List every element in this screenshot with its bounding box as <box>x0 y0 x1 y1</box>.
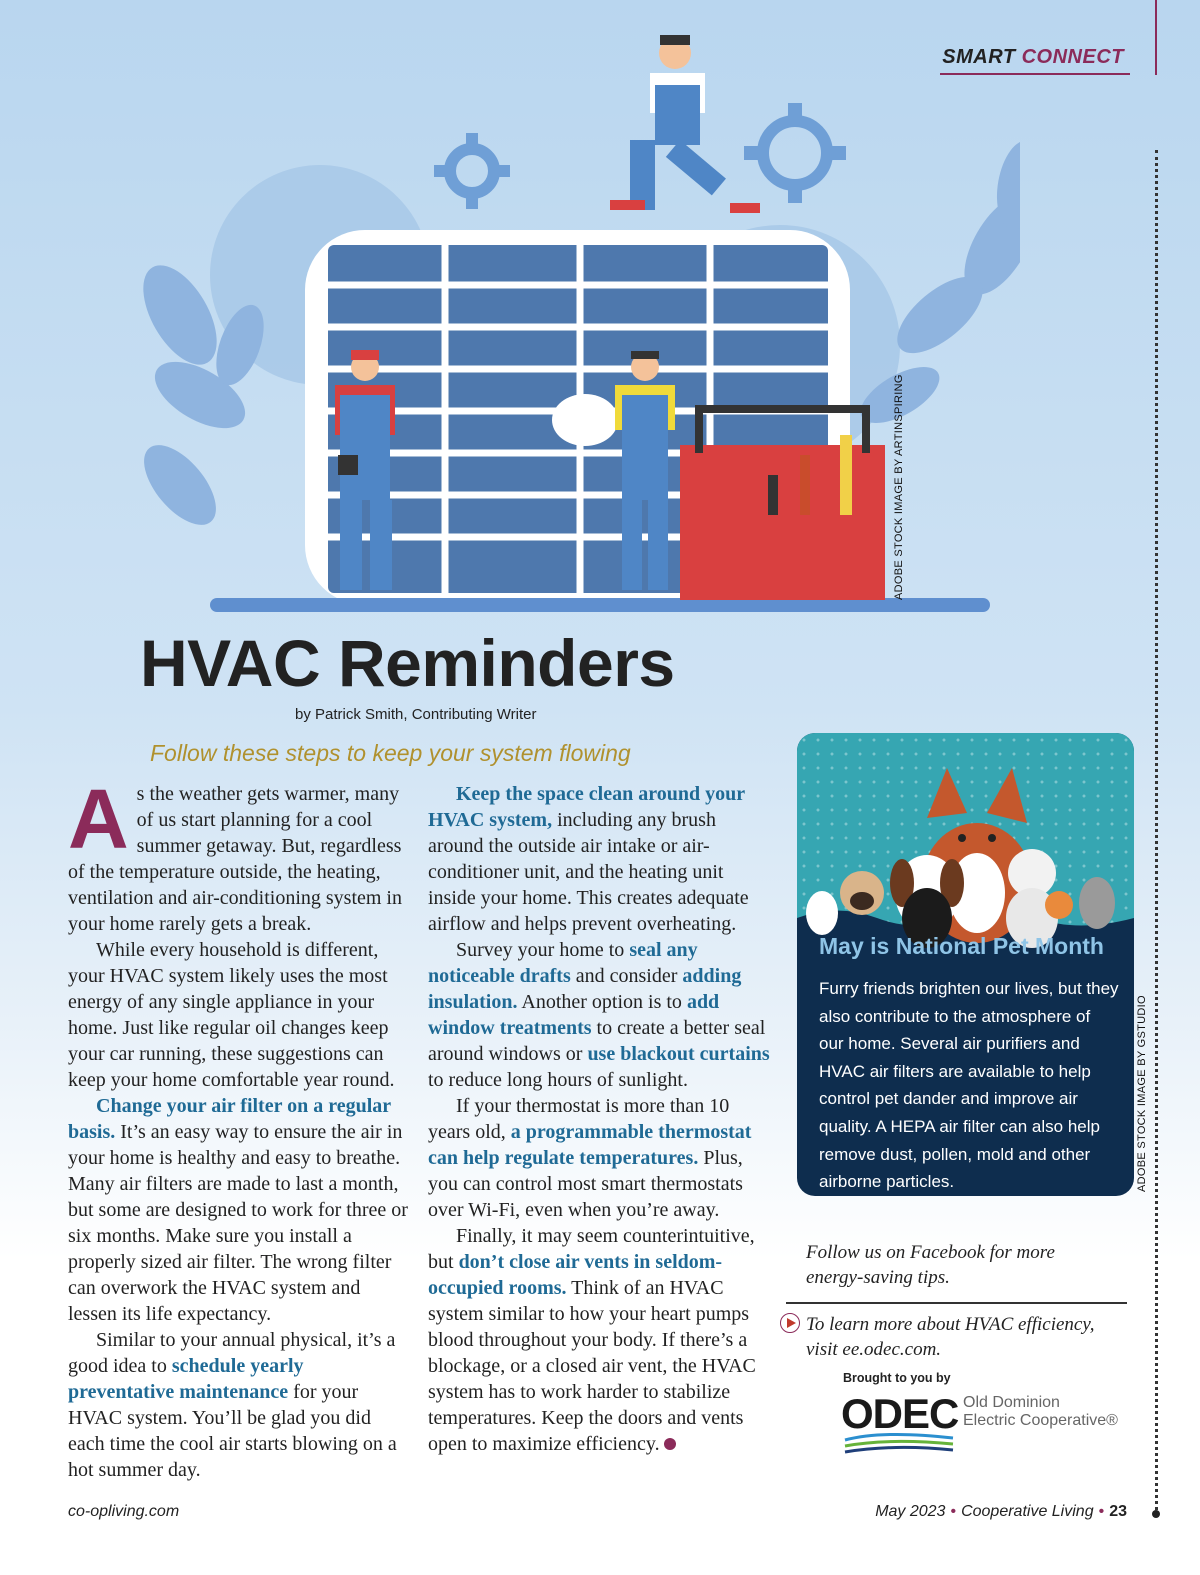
footer-folio: May 2023 • Cooperative Living • 23 <box>875 1503 1127 1520</box>
paragraph-text: s the weather gets warmer, many of us start planning for a cool summer getaway. But, regardless of the temperature outside, the heating, ventilation and air-conditioning system in your home rarely gets a break. <box>68 783 402 935</box>
article-deck: Follow these steps to keep your system flowing <box>150 740 631 766</box>
paragraph-text: and consider <box>570 965 683 987</box>
paragraph <box>68 1327 408 1483</box>
odec-swoosh-icon <box>843 1432 955 1460</box>
highlight-text: seal any noticeable drafts <box>428 939 698 987</box>
promo-divider <box>786 1302 1127 1304</box>
end-mark-icon <box>664 1438 676 1450</box>
article-column-2 <box>428 781 773 1457</box>
logo-name-line: Old Dominion <box>963 1394 1060 1411</box>
hvac-technicians-illustration <box>140 15 1020 620</box>
paragraph <box>428 1223 773 1457</box>
paragraph-text: Think of an HVAC system similar to how your heart pumps blood throughout your body. If there’s a blockage, or a closed air vent, the HVAC system has to work harder to stabilize temperatures. Keep the doors and vents open to maximize efficiency. <box>428 1277 756 1455</box>
paragraph-text: to create a better seal around windows or <box>428 1017 766 1065</box>
facebook-prompt: Follow us on Facebook for more energy-saving tips. <box>806 1242 1055 1288</box>
section-rule <box>1155 0 1157 75</box>
article-column-1 <box>68 772 408 1483</box>
drop-cap: A <box>68 772 129 866</box>
footer-magazine: Cooperative Living <box>961 1503 1094 1520</box>
learn-more-link[interactable]: To learn more about HVAC efficiency, visit ee.odec.com. <box>806 1314 1095 1360</box>
highlight-text: a programmable thermostat can help regulate temperatures. <box>428 1121 752 1169</box>
paragraph <box>68 937 408 1093</box>
paragraph-text: Finally, it may seem counterintuitive, but <box>428 1225 755 1273</box>
sponsor-label: Brought to you by <box>843 1371 951 1385</box>
highlight-text: Keep the space clean around your HVAC system, <box>428 783 745 831</box>
paragraph <box>428 781 773 937</box>
byline: by Patrick Smith, Contributing Writer <box>295 706 537 723</box>
page-number: 23 <box>1109 1503 1127 1520</box>
highlight-text: adding insulation. <box>428 965 742 1013</box>
pets-illustration <box>797 743 1134 953</box>
highlight-text: add window treatments <box>428 991 720 1039</box>
odec-logo-name <box>963 1394 1133 1430</box>
paragraph <box>68 772 408 937</box>
paragraph-text: Another option is to <box>517 991 687 1013</box>
article-title <box>140 625 675 701</box>
hero-image-credit: ADOBE STOCK IMAGE BY ARTINSPIRING <box>893 374 905 600</box>
paragraph <box>68 1093 408 1327</box>
paragraph-text: Similar to your annual physical, it’s a good idea to <box>68 1329 396 1377</box>
sidebar-image-credit: ADOBE STOCK IMAGE BY GSTUDIO <box>1136 995 1148 1192</box>
logo-name-line: Electric Cooperative® <box>963 1412 1118 1429</box>
play-circle-icon <box>780 1313 800 1333</box>
paragraph-text: to reduce long hours of sunlight. <box>428 1069 688 1091</box>
sidebar-title: May is National Pet Month <box>819 933 1104 959</box>
highlight-text: schedule yearly preventative maintenance <box>68 1355 304 1403</box>
highlight-text: Change your air filter on a regular basis. <box>68 1095 391 1143</box>
odec-logo-mark: ODEC <box>841 1390 959 1437</box>
paragraph-text: If your thermostat is more than 10 years old, <box>428 1095 730 1143</box>
section-label-part2: CONNECT <box>1021 46 1124 68</box>
divider-end-dot <box>1152 1510 1160 1518</box>
paragraph <box>428 937 773 1093</box>
sidebar-body: Furry friends brighten our lives, but they also contribute to the atmosphere of our home. Several air purifiers and HVAC air filters are available to help control pet dander and improve air quality. A HEPA air filter can also help remove dust, pollen, mold and other airborne particles. <box>819 979 1119 1192</box>
highlight-text: don’t close air vents in seldom-occupied rooms. <box>428 1251 723 1299</box>
footer-issue: May 2023 <box>875 1503 946 1520</box>
paragraph-text: Plus, you can control most smart thermostats over Wi-Fi, even when you’re away. <box>428 1147 743 1221</box>
paragraph-text: It’s an easy way to ensure the air in your home is healthy and easy to breathe. Many air filters are made to last a month, but some are designed to work for three or six months. Make sure you install a properly sized air filter. The wrong filter can overwork the HVAC system and lessen its life expectancy. <box>68 1121 408 1325</box>
dotted-divider <box>1155 150 1158 1510</box>
title-bold: Reminders <box>337 626 675 700</box>
highlight-text: use blackout curtains <box>587 1043 770 1065</box>
title-light: HVAC <box>140 626 321 700</box>
paragraph-text: including any brush around the outside air intake or air-conditioner unit, and the heating unit inside your home. This creates adequate airflow and helps prevent overheating. <box>428 809 749 935</box>
pet-month-sidebar <box>797 733 1134 1196</box>
paragraph-text: Survey your home to <box>456 939 630 961</box>
paragraph-text: for your HVAC system. You’ll be glad you did each time the cool air starts blowing on a hot summer day. <box>68 1381 397 1481</box>
footer-site: co-opliving.com <box>68 1503 180 1520</box>
paragraph-text: While every household is different, your HVAC system likely uses the most energy of any single appliance in your home. Just like regular oil changes keep your car running, these suggestions can keep your home comfortable year round. <box>68 939 395 1091</box>
section-label-part1: SMART <box>942 46 1016 68</box>
paragraph <box>428 1093 773 1223</box>
